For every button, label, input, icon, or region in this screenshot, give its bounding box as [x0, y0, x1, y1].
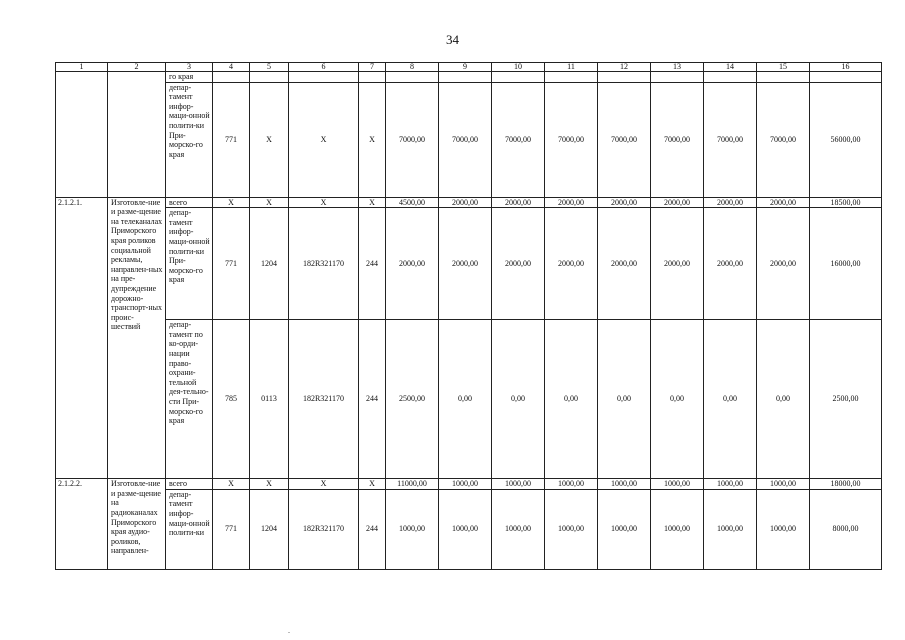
column-header: 5 — [250, 63, 289, 72]
value-cell: 2000,00 — [598, 208, 651, 320]
table-row — [56, 197, 882, 208]
budget-table — [55, 62, 882, 570]
value-cell: 1000,00 — [651, 479, 704, 490]
value-cell: X — [213, 197, 250, 208]
column-header: 8 — [386, 63, 439, 72]
value-cell: 244 — [359, 489, 386, 569]
value-cell: 1000,00 — [439, 489, 492, 569]
value-cell: 16000,00 — [810, 208, 882, 320]
value-cell: 2000,00 — [651, 197, 704, 208]
value-cell: X — [250, 197, 289, 208]
value-cell: 4500,00 — [386, 197, 439, 208]
value-cell: 244 — [359, 320, 386, 479]
value-cell — [651, 72, 704, 83]
table-row — [56, 479, 882, 490]
value-cell: 7000,00 — [439, 82, 492, 197]
value-cell: X — [250, 82, 289, 197]
item-name-cell: Изготовле-ние и разме-щение на телеканалах Приморского края роликов социальной рекламы, направлен-ных на пре-дупреждение дорожно-транспорт-ных проис-шествий — [108, 197, 166, 479]
value-cell: X — [250, 479, 289, 490]
value-cell: 0,00 — [545, 320, 598, 479]
column-header: 6 — [289, 63, 359, 72]
value-cell: 1000,00 — [704, 489, 757, 569]
executor-cell: депар-тамент инфор-маци-онной полити-ки При-морско-го края — [166, 82, 213, 197]
value-cell: 2000,00 — [651, 208, 704, 320]
value-cell: 1000,00 — [757, 479, 810, 490]
column-header: 3 — [166, 63, 213, 72]
value-cell: 7000,00 — [545, 82, 598, 197]
value-cell: X — [289, 479, 359, 490]
value-cell: 2000,00 — [704, 208, 757, 320]
column-header: 15 — [757, 63, 810, 72]
value-cell — [250, 72, 289, 83]
value-cell: 7000,00 — [492, 82, 545, 197]
value-cell: 7000,00 — [386, 82, 439, 197]
column-header: 9 — [439, 63, 492, 72]
column-header: 4 — [213, 63, 250, 72]
column-header: 2 — [108, 63, 166, 72]
value-cell: 11000,00 — [386, 479, 439, 490]
value-cell: X — [359, 82, 386, 197]
value-cell: 244 — [359, 208, 386, 320]
table-row — [56, 208, 882, 320]
value-cell: 2500,00 — [810, 320, 882, 479]
value-cell: 771 — [213, 82, 250, 197]
value-cell: 1000,00 — [545, 489, 598, 569]
value-cell: 0,00 — [492, 320, 545, 479]
column-header: 7 — [359, 63, 386, 72]
value-cell: 7000,00 — [598, 82, 651, 197]
value-cell: 2000,00 — [492, 208, 545, 320]
item-number-cell: 2.1.2.2. — [56, 479, 108, 570]
column-header: 14 — [704, 63, 757, 72]
value-cell: 0,00 — [651, 320, 704, 479]
value-cell: X — [289, 197, 359, 208]
value-cell: 2000,00 — [598, 197, 651, 208]
value-cell — [213, 72, 250, 83]
value-cell: X — [359, 197, 386, 208]
value-cell: 2000,00 — [386, 208, 439, 320]
executor-cell: всего — [166, 479, 213, 490]
value-cell: 1204 — [250, 208, 289, 320]
value-cell — [492, 72, 545, 83]
value-cell: 1000,00 — [757, 489, 810, 569]
value-cell: 1000,00 — [439, 479, 492, 490]
value-cell: 1000,00 — [651, 489, 704, 569]
table-row — [56, 489, 882, 569]
value-cell: 771 — [213, 489, 250, 569]
table-row — [56, 320, 882, 479]
value-cell: 18000,00 — [810, 479, 882, 490]
value-cell: 1000,00 — [598, 489, 651, 569]
value-cell: 2000,00 — [439, 208, 492, 320]
page-number: 34 — [446, 32, 459, 47]
value-cell: 1204 — [250, 489, 289, 569]
value-cell: 8000,00 — [810, 489, 882, 569]
value-cell: 1000,00 — [598, 479, 651, 490]
scan-mark — [288, 632, 290, 633]
value-cell: 0,00 — [598, 320, 651, 479]
value-cell: 0,00 — [439, 320, 492, 479]
executor-cell: депар-тамент инфор-маци-онной полити-ки При-морско-го края — [166, 208, 213, 320]
value-cell — [598, 72, 651, 83]
value-cell — [439, 72, 492, 83]
value-cell: 0,00 — [757, 320, 810, 479]
value-cell — [386, 72, 439, 83]
value-cell: 2000,00 — [757, 208, 810, 320]
value-cell: 182R321170 — [289, 489, 359, 569]
value-cell: X — [289, 82, 359, 197]
value-cell: 1000,00 — [386, 489, 439, 569]
column-header: 13 — [651, 63, 704, 72]
item-name-cell: Изготовле-ние и разме-щение на радиоканалах Приморского края аудио-роликов, направлен- — [108, 479, 166, 570]
value-cell: 1000,00 — [704, 479, 757, 490]
value-cell: 2000,00 — [545, 208, 598, 320]
value-cell: 7000,00 — [704, 82, 757, 197]
value-cell: 7000,00 — [757, 82, 810, 197]
value-cell: 1000,00 — [492, 489, 545, 569]
value-cell — [704, 72, 757, 83]
table-row — [56, 82, 882, 197]
value-cell — [545, 72, 598, 83]
value-cell: 2000,00 — [545, 197, 598, 208]
item-number-cell: 2.1.2.1. — [56, 197, 108, 479]
value-cell — [289, 72, 359, 83]
column-header: 16 — [810, 63, 882, 72]
value-cell: 1000,00 — [545, 479, 598, 490]
column-header: 1 — [56, 63, 108, 72]
value-cell: 182R321170 — [289, 208, 359, 320]
executor-cell: го края — [166, 72, 213, 83]
value-cell: 2000,00 — [492, 197, 545, 208]
value-cell: X — [213, 479, 250, 490]
value-cell — [359, 72, 386, 83]
value-cell: 771 — [213, 208, 250, 320]
column-header: 11 — [545, 63, 598, 72]
executor-cell: депар-тамент по ко-орди-нации право-охрани-тельной дея-тельно-сти При-морско-го края — [166, 320, 213, 479]
value-cell: 2000,00 — [757, 197, 810, 208]
value-cell: 1000,00 — [492, 479, 545, 490]
value-cell — [810, 72, 882, 83]
value-cell: 18500,00 — [810, 197, 882, 208]
executor-cell: всего — [166, 197, 213, 208]
value-cell: 785 — [213, 320, 250, 479]
executor-cell: депар-тамент инфор-маци-онной полити-ки — [166, 489, 213, 569]
column-number-row — [56, 63, 882, 72]
value-cell: 0113 — [250, 320, 289, 479]
value-cell: 0,00 — [704, 320, 757, 479]
value-cell: X — [359, 479, 386, 490]
item-name-cell — [108, 72, 166, 198]
value-cell: 7000,00 — [651, 82, 704, 197]
value-cell: 2000,00 — [439, 197, 492, 208]
column-header: 12 — [598, 63, 651, 72]
column-header: 10 — [492, 63, 545, 72]
value-cell: 182R321170 — [289, 320, 359, 479]
value-cell: 56000,00 — [810, 82, 882, 197]
item-number-cell — [56, 72, 108, 198]
value-cell: 2000,00 — [704, 197, 757, 208]
table-row — [56, 72, 882, 83]
value-cell: 2500,00 — [386, 320, 439, 479]
value-cell — [757, 72, 810, 83]
